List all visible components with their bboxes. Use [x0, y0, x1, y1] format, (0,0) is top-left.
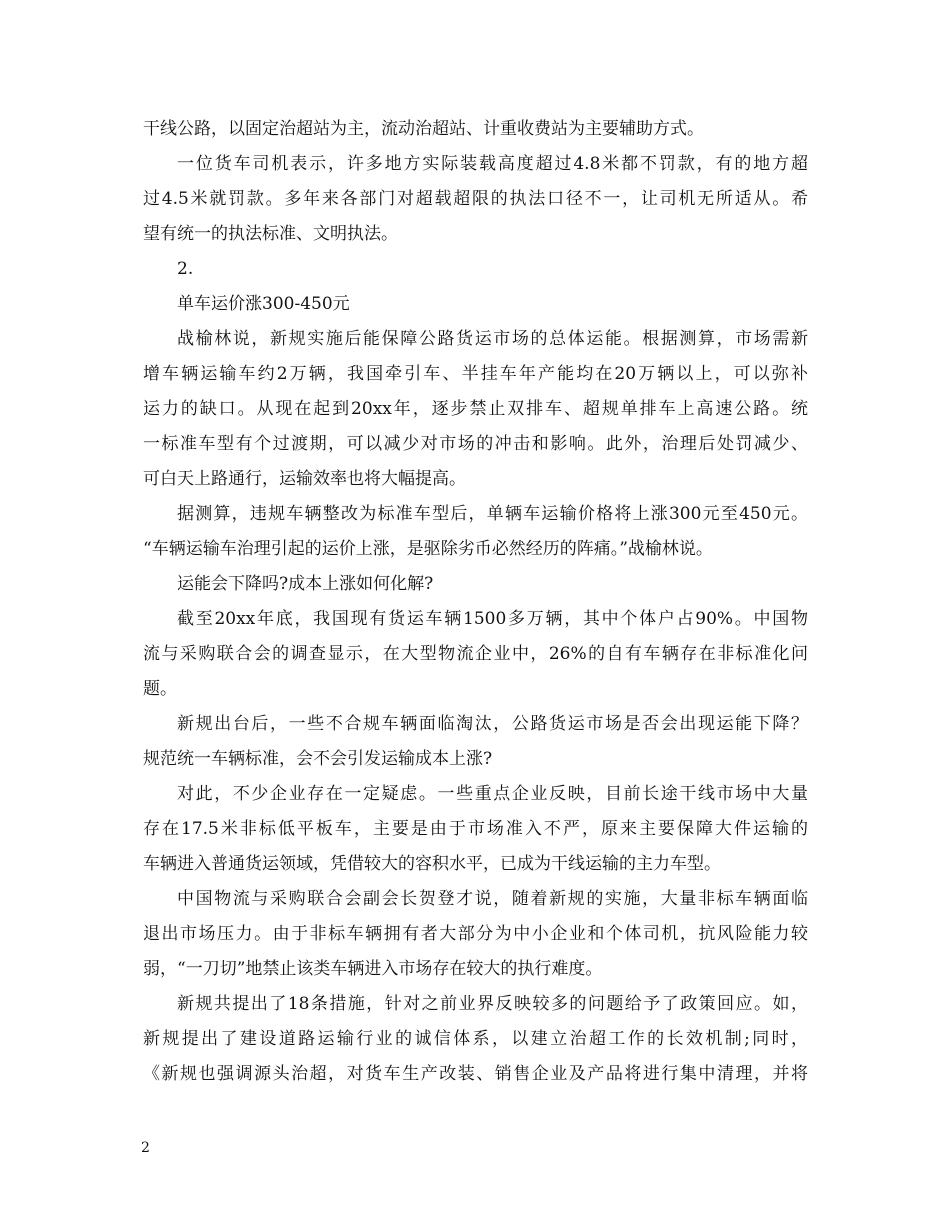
text-line: 一标准车型有个过渡期，可以减少对市场的冲击和影响。此外，治理后处罚减少、 — [143, 434, 808, 454]
text-line: 可白天上路通行，运输效率也将大幅提高。 — [143, 469, 466, 489]
text-line: 运能会下降吗?成本上涨如何化解? — [177, 574, 434, 594]
text-line: 截至20xx年底，我国现有货运车辆1500多万辆，其中个体户占90%。中国物 — [177, 609, 808, 629]
text-line: 车辆进入普通货运领域，凭借较大的容积水平，已成为干线运输的主力车型。 — [143, 854, 721, 874]
text-line: 据测算，违规车辆整改为标准车型后，单辆车运输价格将上涨300元至450元。 — [177, 504, 808, 524]
text-line: 战榆林说，新规实施后能保障公路货运市场的总体运能。根据测算，市场需新 — [177, 329, 808, 349]
text-line: 题。 — [143, 679, 177, 699]
text-line: 运力的缺口。从现在起到20xx年，逐步禁止双排车、超规单排车上高速公路。统 — [143, 399, 808, 419]
text-line: 干线公路，以固定治超站为主，流动治超站、计重收费站为主要辅助方式。 — [143, 119, 704, 139]
text-line: 存在17.5米非标低平板车，主要是由于市场准入不严，原来主要保障大件运输的 — [143, 819, 808, 839]
text-line: 过4.5米就罚款。多年来各部门对超载超限的执法口径不一，让司机无所适从。希 — [143, 189, 808, 209]
text-line: 新规共提出了18条措施，针对之前业界反映较多的问题给予了政策回应。如， — [177, 994, 808, 1014]
text-line: 《新规也强调源头治超，对货车生产改装、销售企业及产品将进行集中清理，并将 — [143, 1064, 808, 1084]
text-line: 2. — [177, 259, 194, 279]
text-line: 新规出台后，一些不合规车辆面临淘汰，公路货运市场是否会出现运能下降？ — [177, 714, 808, 734]
text-line: 中国物流与采购联合会副会长贺登才说，随着新规的实施，大量非标车辆面临 — [177, 889, 808, 909]
page-number: 2 — [141, 1140, 150, 1156]
text-line: “车辆运输车治理引起的运价上涨，是驱除劣币必然经历的阵痛。”战榆林说。 — [143, 539, 713, 559]
text-line: 单车运价涨300-450元 — [177, 294, 350, 314]
text-line: 望有统一的执法标准、文明执法。 — [143, 224, 398, 244]
text-line: 弱，“一刀切”地禁止该类车辆进入市场存在较大的执行难度。 — [143, 959, 603, 979]
text-line: 对此，不少企业存在一定疑虑。一些重点企业反映，目前长途干线市场中大量 — [177, 784, 808, 804]
text-line: 增车辆运输车约2万辆，我国牵引车、半挂车年产能均在20万辆以上，可以弥补 — [143, 364, 808, 384]
text-line: 新规提出了建设道路运输行业的诚信体系，以建立治超工作的长效机制;同时， — [143, 1029, 808, 1049]
text-line: 一位货车司机表示，许多地方实际装载高度超过4.8米都不罚款，有的地方超 — [177, 154, 808, 174]
body-text — [143, 112, 808, 1092]
text-line: 流与采购联合会的调查显示，在大型物流企业中，26%的自有车辆存在非标准化问 — [143, 644, 808, 664]
text-line: 退出市场压力。由于非标车辆拥有者大部分为中小企业和个体司机，抗风险能力较 — [143, 924, 808, 944]
text-line: 规范统一车辆标准，会不会引发运输成本上涨? — [143, 749, 493, 769]
